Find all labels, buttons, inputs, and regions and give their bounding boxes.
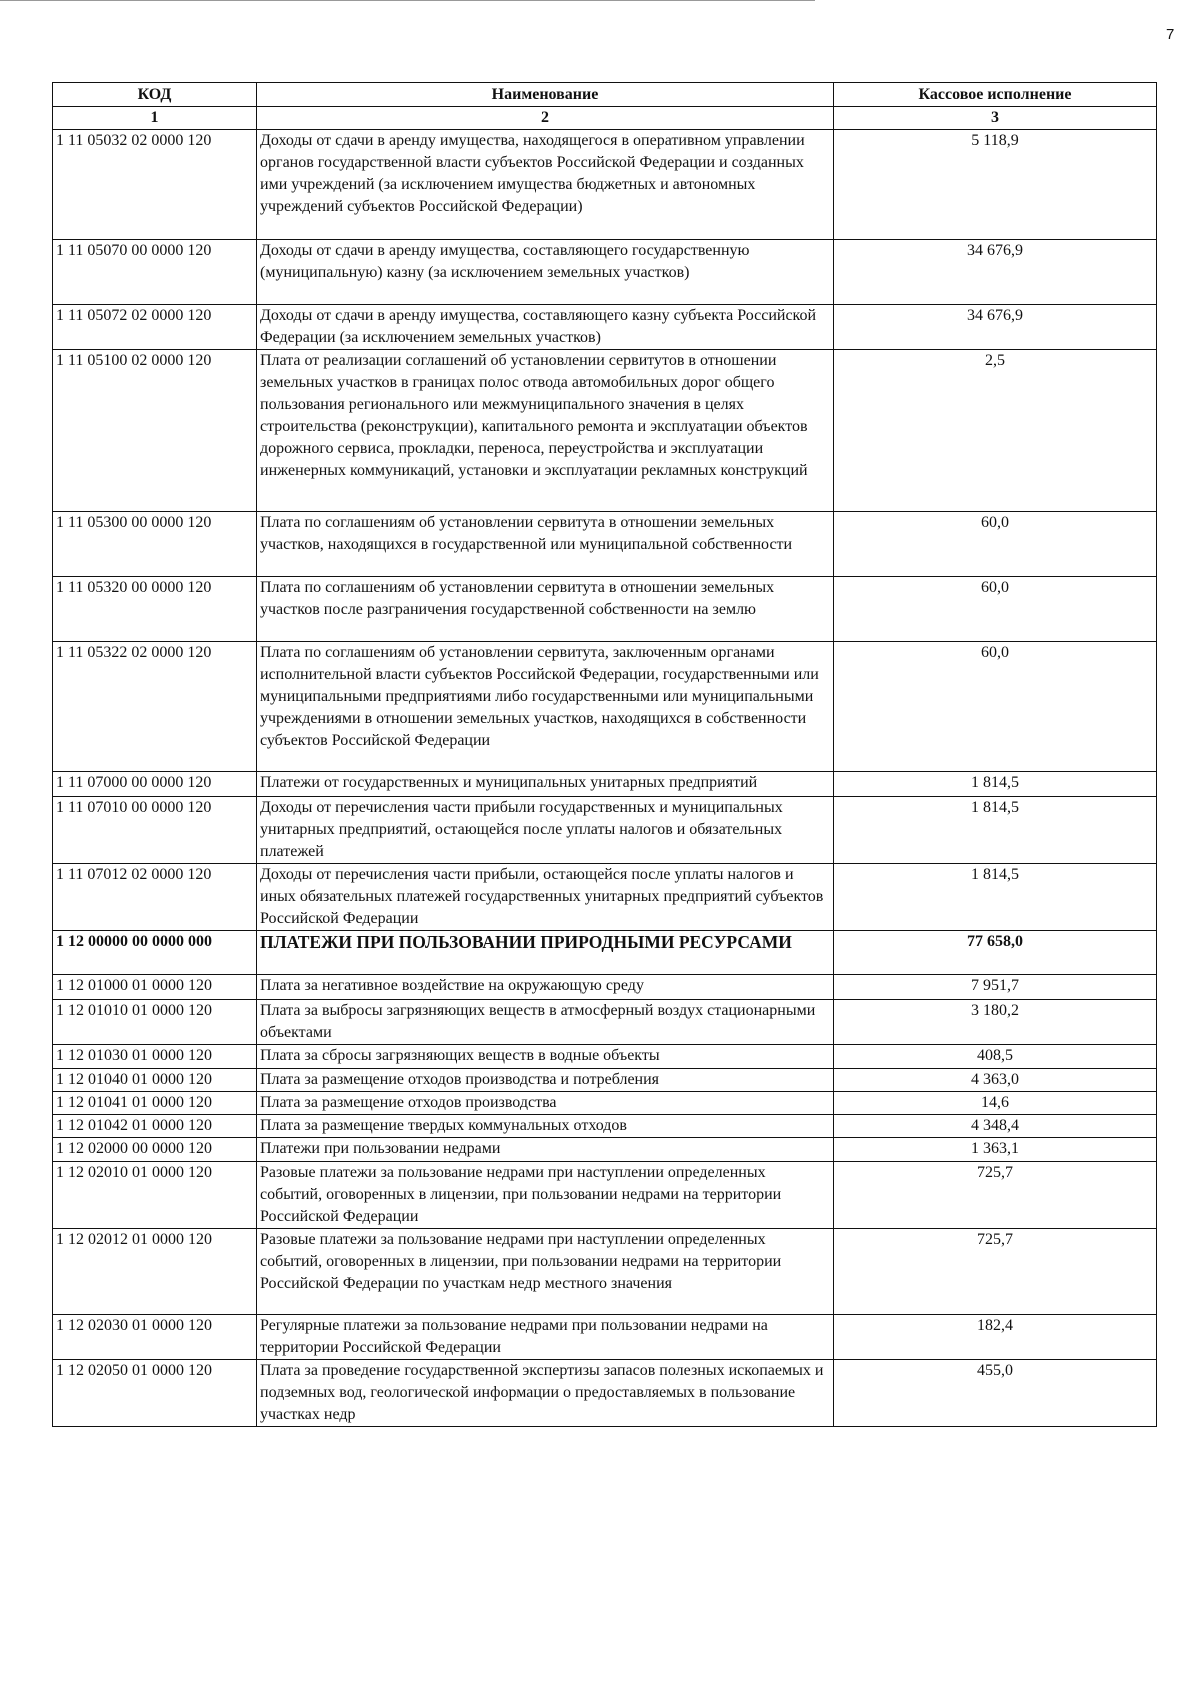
name-cell: Доходы от сдачи в аренду имущества, составляющего казну субъекта Российской Федерации (за исключением земельных участков)	[257, 305, 834, 350]
table-row	[53, 1069, 1157, 1092]
code-cell: 1 11 07010 00 0000 120	[53, 797, 257, 864]
table-row	[53, 797, 1157, 864]
name-cell: Плата за проведение государственной экспертизы запасов полезных ископаемых и подземных вод, геологической информации о предоставляемых в пользование участках недр	[257, 1360, 834, 1427]
amount-cell: 408,5	[834, 1045, 1157, 1069]
amount-cell: 182,4	[834, 1315, 1157, 1360]
code-cell: 1 12 01042 01 0000 120	[53, 1115, 257, 1138]
name-cell: Платежи при пользовании недрами	[257, 1138, 834, 1162]
table-row	[53, 975, 1157, 1000]
name-cell: Разовые платежи за пользование недрами при наступлении определенных событий, оговоренных в лицензии, при пользовании недрами на территории Российской Федерации	[257, 1162, 834, 1229]
revenue-table	[52, 82, 1157, 1427]
table-row	[53, 1229, 1157, 1315]
table-row	[53, 130, 1157, 240]
top-scan-line	[0, 0, 815, 1]
code-cell: 1 11 05322 02 0000 120	[53, 642, 257, 772]
table-row	[53, 577, 1157, 642]
code-cell: 1 12 02010 01 0000 120	[53, 1162, 257, 1229]
amount-cell: 725,7	[834, 1162, 1157, 1229]
name-cell: Плата по соглашениям об установлении сервитута, заключенным органами исполнительной власти субъектов Российской Федерации, государственными или муниципальными предприятиями либо государственными или муниципальными учреждениями в отношении земельных участков, находящихся в собственности субъектов Российской Федерации	[257, 642, 834, 772]
amount-cell: 3 180,2	[834, 1000, 1157, 1045]
name-cell: Доходы от сдачи в аренду имущества, находящегося в оперативном управлении органов государственной власти субъектов Российской Федерации и созданных ими учреждений (за исключением имущества бюджетных и автономных учреждений субъектов Российской Федерации)	[257, 130, 834, 240]
code-cell: 1 12 01000 01 0000 120	[53, 975, 257, 1000]
name-cell: Плата за выбросы загрязняющих веществ в атмосферный воздух стационарными объектами	[257, 1000, 834, 1045]
table-row	[53, 1138, 1157, 1162]
column-number-row	[53, 107, 1157, 130]
amount-cell: 2,5	[834, 350, 1157, 512]
name-cell: Доходы от сдачи в аренду имущества, составляющего государственную (муниципальную) казну (за исключением земельных участков)	[257, 240, 834, 305]
code-cell: 1 11 05072 02 0000 120	[53, 305, 257, 350]
amount-cell: 60,0	[834, 577, 1157, 642]
name-cell: Плата за размещение отходов производства	[257, 1092, 834, 1115]
table-row	[53, 1315, 1157, 1360]
code-cell: 1 11 05300 00 0000 120	[53, 512, 257, 577]
name-cell: Доходы от перечисления части прибыли государственных и муниципальных унитарных предприятий, остающейся после уплаты налогов и обязательных платежей	[257, 797, 834, 864]
amount-cell: 34 676,9	[834, 240, 1157, 305]
name-cell: Плата от реализации соглашений об установлении сервитутов в отношении земельных участков в границах полос отвода автомобильных дорог общего пользования регионального или межмуниципального значения в целях строительства (реконструкции), капитального ремонта и эксплуатации объектов дорожного сервиса, прокладки, переноса, переустройства и эксплуатации инженерных коммуникаций, установки и эксплуатации рекламных конструкций	[257, 350, 834, 512]
amount-cell: 1 814,5	[834, 772, 1157, 797]
table-row	[53, 1115, 1157, 1138]
section-row	[53, 931, 1157, 975]
table-row	[53, 350, 1157, 512]
amount-cell: 5 118,9	[834, 130, 1157, 240]
code-cell: 1 12 02000 00 0000 120	[53, 1138, 257, 1162]
amount-cell: 4 348,4	[834, 1115, 1157, 1138]
amount-cell: 1 363,1	[834, 1138, 1157, 1162]
table-row	[53, 1360, 1157, 1427]
amount-cell: 455,0	[834, 1360, 1157, 1427]
table-row	[53, 1045, 1157, 1069]
header-code: КОД	[53, 83, 257, 107]
table-row	[53, 864, 1157, 931]
code-cell: 1 11 07000 00 0000 120	[53, 772, 257, 797]
column-number-1: 1	[53, 107, 257, 130]
name-cell: Регулярные платежи за пользование недрами при пользовании недрами на территории Российской Федерации	[257, 1315, 834, 1360]
amount-cell: 77 658,0	[834, 931, 1157, 975]
amount-cell: 7 951,7	[834, 975, 1157, 1000]
page-number: 7	[1166, 26, 1175, 43]
name-cell: Разовые платежи за пользование недрами при наступлении определенных событий, оговоренных в лицензии, при пользовании недрами на территории Российской Федерации по участкам недр местного значения	[257, 1229, 834, 1315]
name-cell: Плата за негативное воздействие на окружающую среду	[257, 975, 834, 1000]
table-row	[53, 642, 1157, 772]
table-row	[53, 305, 1157, 350]
code-cell: 1 11 05100 02 0000 120	[53, 350, 257, 512]
code-cell: 1 12 02012 01 0000 120	[53, 1229, 257, 1315]
name-cell: Плата за сбросы загрязняющих веществ в водные объекты	[257, 1045, 834, 1069]
code-cell: 1 12 01010 01 0000 120	[53, 1000, 257, 1045]
amount-cell: 34 676,9	[834, 305, 1157, 350]
code-cell: 1 12 01040 01 0000 120	[53, 1069, 257, 1092]
table-row	[53, 240, 1157, 305]
name-cell: Плата за размещение твердых коммунальных отходов	[257, 1115, 834, 1138]
code-cell: 1 11 05032 02 0000 120	[53, 130, 257, 240]
code-cell: 1 11 05070 00 0000 120	[53, 240, 257, 305]
header-amount: Кассовое исполнение	[834, 83, 1157, 107]
name-cell: Доходы от перечисления части прибыли, остающейся после уплаты налогов и иных обязательных платежей государственных унитарных предприятий субъектов Российской Федерации	[257, 864, 834, 931]
table-row	[53, 1162, 1157, 1229]
code-cell: 1 12 01041 01 0000 120	[53, 1092, 257, 1115]
code-cell: 1 11 05320 00 0000 120	[53, 577, 257, 642]
name-cell: Плата по соглашениям об установлении сервитута в отношении земельных участков, находящихся в государственной или муниципальной собственности	[257, 512, 834, 577]
amount-cell: 725,7	[834, 1229, 1157, 1315]
amount-cell: 1 814,5	[834, 864, 1157, 931]
table-row	[53, 512, 1157, 577]
column-number-2: 2	[257, 107, 834, 130]
table-row	[53, 1092, 1157, 1115]
name-cell: Платежи от государственных и муниципальных унитарных предприятий	[257, 772, 834, 797]
name-cell: Плата за размещение отходов производства и потребления	[257, 1069, 834, 1092]
amount-cell: 4 363,0	[834, 1069, 1157, 1092]
code-cell: 1 12 02050 01 0000 120	[53, 1360, 257, 1427]
code-cell: 1 11 07012 02 0000 120	[53, 864, 257, 931]
amount-cell: 14,6	[834, 1092, 1157, 1115]
code-cell: 1 12 01030 01 0000 120	[53, 1045, 257, 1069]
amount-cell: 60,0	[834, 642, 1157, 772]
name-cell: ПЛАТЕЖИ ПРИ ПОЛЬЗОВАНИИ ПРИРОДНЫМИ РЕСУРСАМИ	[257, 931, 834, 975]
amount-cell: 60,0	[834, 512, 1157, 577]
table-row	[53, 772, 1157, 797]
code-cell: 1 12 02030 01 0000 120	[53, 1315, 257, 1360]
amount-cell: 1 814,5	[834, 797, 1157, 864]
name-cell: Плата по соглашениям об установлении сервитута в отношении земельных участков после разграничения государственной собственности на землю	[257, 577, 834, 642]
column-number-3: 3	[834, 107, 1157, 130]
table-header	[53, 83, 1157, 107]
table-row	[53, 1000, 1157, 1045]
header-name: Наименование	[257, 83, 834, 107]
code-cell: 1 12 00000 00 0000 000	[53, 931, 257, 975]
